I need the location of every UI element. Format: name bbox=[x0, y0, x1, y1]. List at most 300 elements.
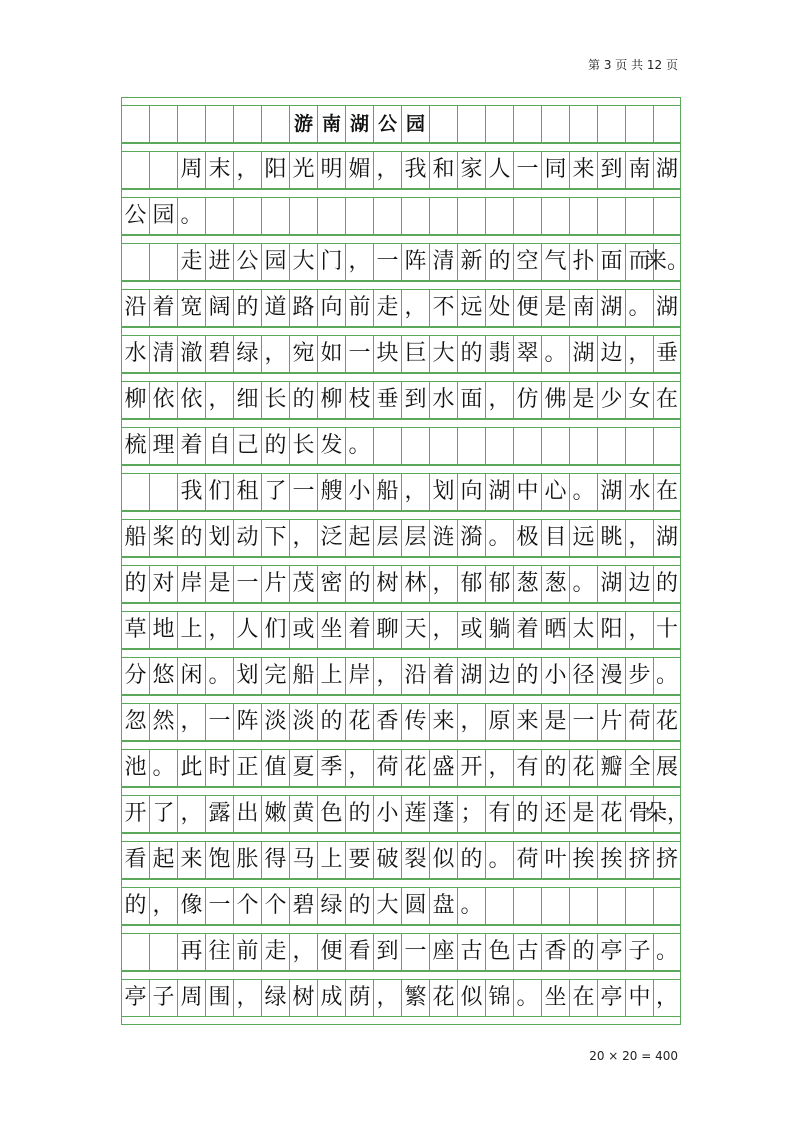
grid-cell: 船 bbox=[121, 520, 149, 556]
grid-cell: 翡 bbox=[485, 336, 513, 372]
grid-cell: 着 bbox=[149, 290, 177, 326]
grid-cell: 。 bbox=[177, 198, 205, 234]
grid-cell: 天 bbox=[401, 612, 429, 648]
grid-cell: 柳 bbox=[121, 382, 149, 418]
grid-cell: 黄 bbox=[289, 796, 317, 832]
grid-cell bbox=[149, 152, 177, 188]
grid-cell: 荫 bbox=[345, 980, 373, 1016]
grid-cell: 地 bbox=[149, 612, 177, 648]
grid-cell: 南 bbox=[317, 106, 345, 142]
grid-cell: 上 bbox=[317, 658, 345, 694]
grid-cell bbox=[289, 198, 317, 234]
grid-cell: 面 bbox=[457, 382, 485, 418]
grid-cell: 繁 bbox=[401, 980, 429, 1016]
grid-cell: 嫩 bbox=[261, 796, 289, 832]
grid-cell bbox=[457, 428, 485, 464]
grid-cell: 公 bbox=[373, 106, 401, 142]
grid-cell: 像 bbox=[177, 888, 205, 924]
grid-cell: 湖 bbox=[653, 290, 681, 326]
text-row bbox=[121, 151, 681, 189]
grid-cell: 。 bbox=[485, 520, 513, 556]
grid-cell bbox=[541, 198, 569, 234]
text-row bbox=[121, 933, 681, 971]
grid-cell: ， bbox=[345, 244, 373, 280]
grid-cell: 有 bbox=[513, 750, 541, 786]
grid-cell: 湖 bbox=[457, 658, 485, 694]
grid-cell bbox=[653, 428, 681, 464]
grid-cell: 季 bbox=[317, 750, 345, 786]
grid-cell: 晒 bbox=[541, 612, 569, 648]
grid-cell: 是 bbox=[205, 566, 233, 602]
grid-cell: ， bbox=[261, 336, 289, 372]
grid-cell: ， bbox=[289, 520, 317, 556]
grid-cell: 十 bbox=[653, 612, 681, 648]
grid-cell: 门 bbox=[317, 244, 345, 280]
grid-cell: 巨 bbox=[401, 336, 429, 372]
grid-bottom bbox=[121, 1017, 681, 1025]
grid-cell: 依 bbox=[177, 382, 205, 418]
grid-cell: 是 bbox=[569, 382, 597, 418]
grid-cell bbox=[121, 244, 149, 280]
grid-cell: 香 bbox=[373, 704, 401, 740]
grid-cell: 茂 bbox=[289, 566, 317, 602]
grid-cell: 一 bbox=[233, 566, 261, 602]
grid-cell: 周 bbox=[177, 980, 205, 1016]
grid-cell: 花 bbox=[401, 750, 429, 786]
grid-cell: 到 bbox=[401, 382, 429, 418]
grid-cell bbox=[513, 428, 541, 464]
grid-cell: 一 bbox=[513, 152, 541, 188]
grid-cell: 。 bbox=[485, 842, 513, 878]
grid-cell bbox=[429, 106, 457, 142]
grid-cell: 花 bbox=[345, 704, 373, 740]
grid-cell: ， bbox=[149, 888, 177, 924]
text-row bbox=[121, 887, 681, 925]
grid-cell: 葱 bbox=[513, 566, 541, 602]
grid-cell bbox=[597, 888, 625, 924]
grid-cell: ， bbox=[401, 474, 429, 510]
grid-cell: 挤 bbox=[625, 842, 653, 878]
grid-cell: 着 bbox=[429, 658, 457, 694]
grid-cell bbox=[513, 106, 541, 142]
grid-cell: 。 bbox=[205, 658, 233, 694]
grid-cell bbox=[261, 106, 289, 142]
grid-cell: 出 bbox=[233, 796, 261, 832]
grid-cell: 艘 bbox=[317, 474, 345, 510]
grid-cell: 太 bbox=[569, 612, 597, 648]
grid-cell: 荷 bbox=[625, 704, 653, 740]
grid-cell: 桨 bbox=[149, 520, 177, 556]
grid-cell bbox=[149, 934, 177, 970]
grid-cell: 泛 bbox=[317, 520, 345, 556]
grid-cell: 绿 bbox=[317, 888, 345, 924]
grid-cell: 自 bbox=[205, 428, 233, 464]
grid-cell: 的 bbox=[513, 796, 541, 832]
grid-cell: 挨 bbox=[597, 842, 625, 878]
grid-cell bbox=[513, 198, 541, 234]
grid-cell: 中 bbox=[625, 980, 653, 1016]
grid-cell: 边 bbox=[597, 336, 625, 372]
grid-cell: 园 bbox=[261, 244, 289, 280]
grid-cell: 躺 bbox=[485, 612, 513, 648]
grid-cell: 南 bbox=[625, 152, 653, 188]
grid-cell bbox=[653, 888, 681, 924]
grid-cell: 边 bbox=[625, 566, 653, 602]
grid-cell bbox=[233, 198, 261, 234]
grid-cell: ， bbox=[485, 750, 513, 786]
row-gap bbox=[121, 971, 681, 979]
grid-cell: 座 bbox=[429, 934, 457, 970]
grid-cell bbox=[569, 198, 597, 234]
grid-cell: 游 bbox=[289, 106, 317, 142]
grid-cell bbox=[233, 106, 261, 142]
grid-cell: 亭 bbox=[597, 980, 625, 1016]
grid-cell: 翠 bbox=[513, 336, 541, 372]
grid-cell: 成 bbox=[317, 980, 345, 1016]
grid-cell: 的 bbox=[233, 290, 261, 326]
grid-cell: 的 bbox=[653, 566, 681, 602]
grid-cell: 是 bbox=[541, 290, 569, 326]
grid-cell: 的 bbox=[513, 658, 541, 694]
grid-cell: 色 bbox=[317, 796, 345, 832]
grid-cell: 得 bbox=[261, 842, 289, 878]
grid-cell: 湖 bbox=[345, 106, 373, 142]
grid-cell: 清 bbox=[429, 244, 457, 280]
grid-cell bbox=[597, 198, 625, 234]
grid-cell: ， bbox=[373, 658, 401, 694]
grid-cell: 眺 bbox=[597, 520, 625, 556]
grid-cell bbox=[205, 198, 233, 234]
grid-cell: ， bbox=[177, 704, 205, 740]
grid-cell: 圆 bbox=[401, 888, 429, 924]
grid-cell bbox=[457, 198, 485, 234]
row-gap bbox=[121, 879, 681, 887]
grid-cell: 向 bbox=[457, 474, 485, 510]
grid-cell: 步 bbox=[625, 658, 653, 694]
grid-cell: ， bbox=[289, 934, 317, 970]
grid-cell: 值 bbox=[261, 750, 289, 786]
text-row bbox=[121, 611, 681, 649]
grid-cell: 一 bbox=[205, 888, 233, 924]
grid-cell: 开 bbox=[121, 796, 149, 832]
grid-cell: 。 bbox=[569, 474, 597, 510]
grid-cell: 盛 bbox=[429, 750, 457, 786]
grid-cell: 处 bbox=[485, 290, 513, 326]
grid-cell: 。 bbox=[569, 566, 597, 602]
grid-cell bbox=[121, 152, 149, 188]
grid-cell: 密 bbox=[317, 566, 345, 602]
grid-cell: 枝 bbox=[345, 382, 373, 418]
grid-cell: 不 bbox=[429, 290, 457, 326]
grid-cell: 心 bbox=[541, 474, 569, 510]
grid-cell: 阔 bbox=[205, 290, 233, 326]
grid-cell: 或 bbox=[289, 612, 317, 648]
grid-cell: 小 bbox=[345, 474, 373, 510]
grid-cell: 绿 bbox=[233, 336, 261, 372]
grid-cell: 船 bbox=[373, 474, 401, 510]
grid-cell: 挤 bbox=[653, 842, 681, 878]
grid-cell: 一 bbox=[373, 244, 401, 280]
grid-cell: 来。 bbox=[653, 244, 681, 280]
grid-cell: ， bbox=[485, 382, 513, 418]
grid-cell: 来 bbox=[569, 152, 597, 188]
grid-cell: 上 bbox=[177, 612, 205, 648]
grid-cell bbox=[541, 428, 569, 464]
grid-cell bbox=[121, 474, 149, 510]
grid-cell: 着 bbox=[345, 612, 373, 648]
grid-cell: 路 bbox=[289, 290, 317, 326]
grid-cell: 对 bbox=[149, 566, 177, 602]
grid-cell: 向 bbox=[317, 290, 345, 326]
grid-cell: 起 bbox=[149, 842, 177, 878]
row-gap bbox=[121, 465, 681, 473]
grid-cell: 垂 bbox=[653, 336, 681, 372]
grid-cell: 在 bbox=[653, 382, 681, 418]
grid-cell: 林 bbox=[401, 566, 429, 602]
grid-cell bbox=[373, 428, 401, 464]
grid-cell: 片 bbox=[261, 566, 289, 602]
grid-cell: 便 bbox=[513, 290, 541, 326]
grid-cell: 湖 bbox=[597, 566, 625, 602]
grid-cell: 聊 bbox=[373, 612, 401, 648]
grid-cell: 是 bbox=[569, 796, 597, 832]
grid-cell: 起 bbox=[345, 520, 373, 556]
grid-cell: 发 bbox=[317, 428, 345, 464]
grid-cell bbox=[261, 198, 289, 234]
grid-cell: 沿 bbox=[121, 290, 149, 326]
grid-cell bbox=[457, 106, 485, 142]
grid-cell: ， bbox=[429, 612, 457, 648]
row-gap bbox=[121, 235, 681, 243]
row-gap bbox=[121, 833, 681, 841]
grid-cell: 郁 bbox=[485, 566, 513, 602]
grid-cell: 的 bbox=[457, 336, 485, 372]
grid-cell: 中 bbox=[513, 474, 541, 510]
grid-cell: 片 bbox=[597, 704, 625, 740]
grid-cell: 此 bbox=[177, 750, 205, 786]
text-row bbox=[121, 657, 681, 695]
grid-cell: 园 bbox=[401, 106, 429, 142]
grid-cell: 蓬 bbox=[429, 796, 457, 832]
grid-cell bbox=[541, 888, 569, 924]
grid-cell: 树 bbox=[373, 566, 401, 602]
grid-cell: 大 bbox=[373, 888, 401, 924]
grid-cell: 水 bbox=[625, 474, 653, 510]
grid-cell: 远 bbox=[569, 520, 597, 556]
grid-cell: ， bbox=[205, 382, 233, 418]
row-gap bbox=[121, 787, 681, 795]
grid-cell: 看 bbox=[121, 842, 149, 878]
text-row bbox=[121, 427, 681, 465]
grid-cell bbox=[569, 428, 597, 464]
grid-cell: 花 bbox=[597, 796, 625, 832]
grid-cell: 开 bbox=[457, 750, 485, 786]
grid-cell bbox=[317, 198, 345, 234]
grid-cell: 正 bbox=[233, 750, 261, 786]
grid-cell: 的 bbox=[569, 934, 597, 970]
grid-cell: 新 bbox=[457, 244, 485, 280]
grid-cell: 再 bbox=[177, 934, 205, 970]
grid-cell: 极 bbox=[513, 520, 541, 556]
grid-cell bbox=[569, 106, 597, 142]
grid-cell: 。 bbox=[149, 750, 177, 786]
grid-cell: ， bbox=[625, 612, 653, 648]
grid-cell: 和 bbox=[429, 152, 457, 188]
grid-cell: 来 bbox=[177, 842, 205, 878]
grid-cell: 。 bbox=[513, 980, 541, 1016]
grid-cell: 上 bbox=[317, 842, 345, 878]
grid-cell: 宛 bbox=[289, 336, 317, 372]
grid-cell: 瓣 bbox=[597, 750, 625, 786]
grid-cell: 露 bbox=[205, 796, 233, 832]
grid-cell: 。 bbox=[653, 934, 681, 970]
grid-cell: ， bbox=[373, 980, 401, 1016]
grid-cell: 。 bbox=[653, 658, 681, 694]
grid-cell: 看 bbox=[345, 934, 373, 970]
grid-cell: 马 bbox=[289, 842, 317, 878]
grid-cell: 裂 bbox=[401, 842, 429, 878]
grid-cell bbox=[653, 106, 681, 142]
grid-cell: 莲 bbox=[401, 796, 429, 832]
grid-cell: 的 bbox=[541, 750, 569, 786]
grid-cell: 完 bbox=[261, 658, 289, 694]
row-gap bbox=[121, 373, 681, 381]
grid-cell: 的 bbox=[121, 888, 149, 924]
grid-cell: 一 bbox=[205, 704, 233, 740]
grid-cell: 到 bbox=[597, 152, 625, 188]
grid-cell: 来 bbox=[513, 704, 541, 740]
grid-cell: 船 bbox=[289, 658, 317, 694]
grid-cell: 我 bbox=[401, 152, 429, 188]
grid-cell: 要 bbox=[345, 842, 373, 878]
grid-cell: 扑 bbox=[569, 244, 597, 280]
composition-grid bbox=[121, 97, 690, 1025]
grid-cell bbox=[177, 106, 205, 142]
grid-cell: 媚 bbox=[345, 152, 373, 188]
row-gap bbox=[121, 281, 681, 289]
page-indicator: 第 3 页 共 12 页 bbox=[588, 58, 678, 72]
grid-cell bbox=[597, 106, 625, 142]
grid-cell: 漪 bbox=[457, 520, 485, 556]
text-row bbox=[121, 473, 681, 511]
grid-cell: 锦 bbox=[485, 980, 513, 1016]
row-gap bbox=[121, 557, 681, 565]
grid-cell: 破 bbox=[373, 842, 401, 878]
grid-cell: 岸 bbox=[345, 658, 373, 694]
grid-cell: 湖 bbox=[597, 290, 625, 326]
grid-cell: 水 bbox=[121, 336, 149, 372]
grid-cell bbox=[205, 106, 233, 142]
grid-cell: 仿 bbox=[513, 382, 541, 418]
grid-cell: 走 bbox=[373, 290, 401, 326]
grid-cell: 淡 bbox=[261, 704, 289, 740]
grid-cell: 似 bbox=[429, 842, 457, 878]
text-row bbox=[121, 565, 681, 603]
row-gap bbox=[121, 97, 681, 105]
grid-cell: 的 bbox=[457, 842, 485, 878]
grid-cell bbox=[625, 888, 653, 924]
grid-cell: 子 bbox=[149, 980, 177, 1016]
grid-cell: ， bbox=[345, 750, 373, 786]
grid-cell: 是 bbox=[541, 704, 569, 740]
grid-cell: 岸 bbox=[177, 566, 205, 602]
row-gap bbox=[121, 649, 681, 657]
grid-cell: 古 bbox=[513, 934, 541, 970]
grid-cell: 长 bbox=[261, 382, 289, 418]
grid-cell: 亭 bbox=[121, 980, 149, 1016]
grid-cell: 清 bbox=[149, 336, 177, 372]
grid-cell: 佛 bbox=[541, 382, 569, 418]
row-gap bbox=[121, 603, 681, 611]
grid-cell: ， bbox=[653, 980, 681, 1016]
grid-cell: 骨 bbox=[625, 796, 653, 832]
text-row bbox=[121, 243, 690, 281]
grid-cell bbox=[653, 198, 681, 234]
grid-cell: 气 bbox=[541, 244, 569, 280]
grid-cell: 长 bbox=[289, 428, 317, 464]
grid-cell: 的 bbox=[345, 796, 373, 832]
grid-cell: 南 bbox=[569, 290, 597, 326]
grid-cell: 了 bbox=[149, 796, 177, 832]
row-gap bbox=[121, 419, 681, 427]
grid-cell: 湖 bbox=[653, 152, 681, 188]
text-row bbox=[121, 519, 681, 557]
grid-cell: 。 bbox=[345, 428, 373, 464]
grid-cell: 下 bbox=[261, 520, 289, 556]
grid-cell: 租 bbox=[233, 474, 261, 510]
grid-cell: 进 bbox=[205, 244, 233, 280]
grid-cell: 坐 bbox=[317, 612, 345, 648]
grid-cell: 走 bbox=[177, 244, 205, 280]
grid-cell: 了 bbox=[261, 474, 289, 510]
grid-cell: 个 bbox=[261, 888, 289, 924]
grid-cell: 似 bbox=[457, 980, 485, 1016]
grid-cell: 阵 bbox=[233, 704, 261, 740]
grid-cell bbox=[485, 888, 513, 924]
grid-cell: 前 bbox=[345, 290, 373, 326]
grid-cell: 盘 bbox=[429, 888, 457, 924]
row-gap bbox=[121, 511, 681, 519]
grid-cell: 人 bbox=[233, 612, 261, 648]
grid-cell: ， bbox=[429, 566, 457, 602]
grid-cell: 的 bbox=[177, 520, 205, 556]
grid-cell: 或 bbox=[457, 612, 485, 648]
grid-cell: 有 bbox=[485, 796, 513, 832]
row-gap bbox=[121, 925, 681, 933]
grid-cell: 在 bbox=[569, 980, 597, 1016]
grid-cell: 展 bbox=[653, 750, 681, 786]
grid-cell: 光 bbox=[289, 152, 317, 188]
grid-cell: 还 bbox=[541, 796, 569, 832]
grid-cell: 湖 bbox=[569, 336, 597, 372]
grid-cell: 漫 bbox=[597, 658, 625, 694]
grid-cell: 分 bbox=[121, 658, 149, 694]
grid-cell: 园 bbox=[149, 198, 177, 234]
grid-cell: 原 bbox=[485, 704, 513, 740]
grid-cell: 我 bbox=[177, 474, 205, 510]
grid-cell: 香 bbox=[541, 934, 569, 970]
row-gap bbox=[121, 695, 681, 703]
grid-cell: ， bbox=[205, 612, 233, 648]
grid-cell bbox=[149, 474, 177, 510]
grid-cell: 们 bbox=[205, 474, 233, 510]
grid-cell: 便 bbox=[317, 934, 345, 970]
grid-cell: 垂 bbox=[373, 382, 401, 418]
grid-cell: 同 bbox=[541, 152, 569, 188]
grid-cell: 澈 bbox=[177, 336, 205, 372]
grid-cell: 划 bbox=[233, 658, 261, 694]
grid-cell: 空 bbox=[513, 244, 541, 280]
